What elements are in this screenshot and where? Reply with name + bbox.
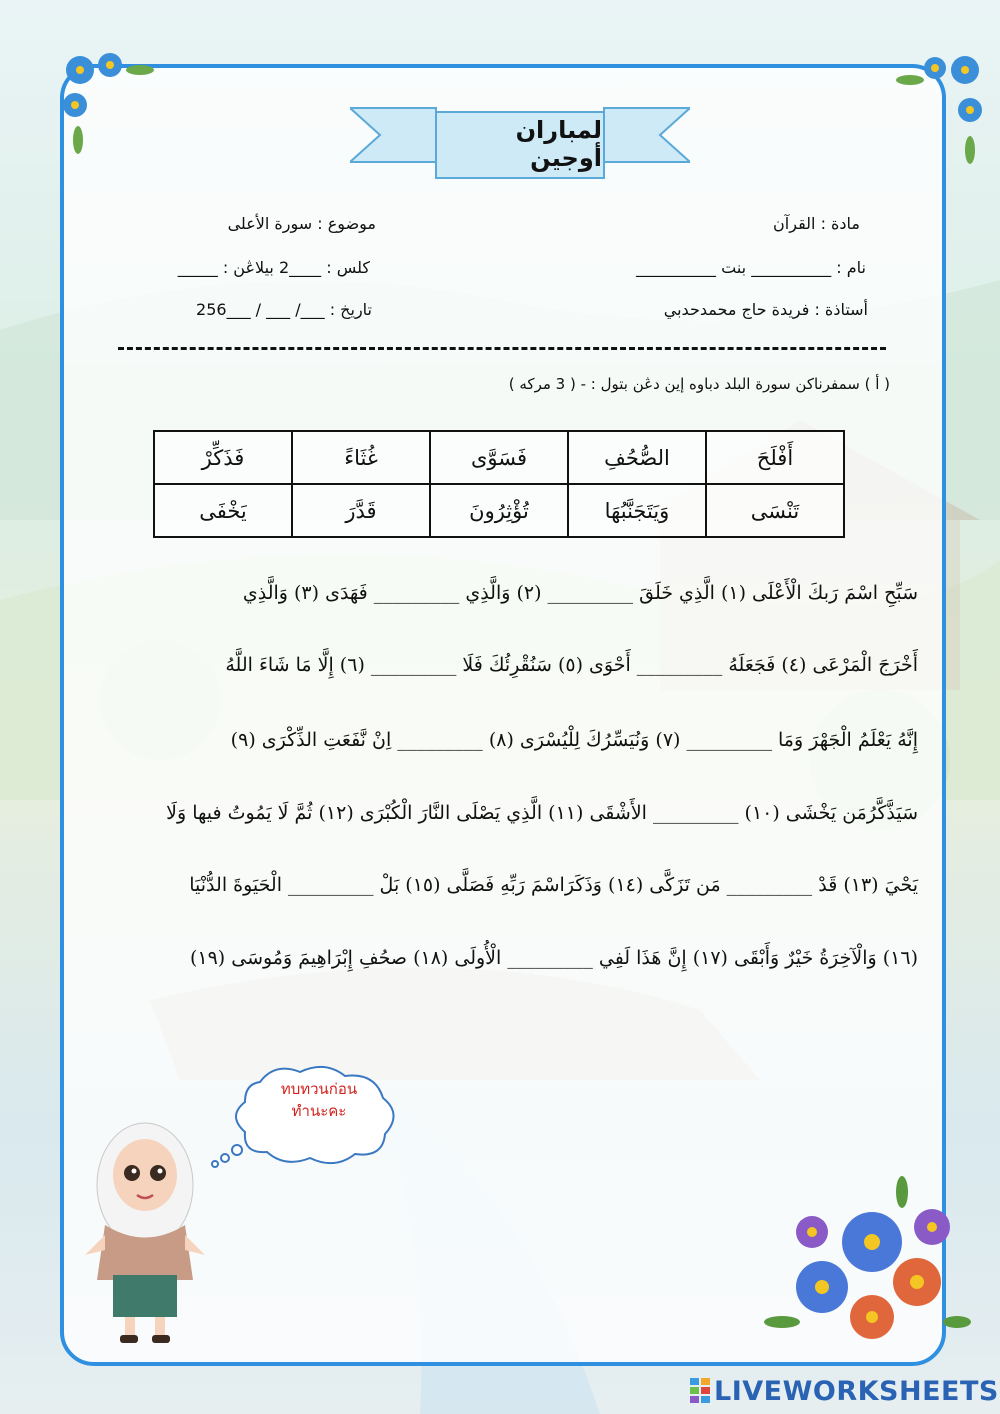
word-cell[interactable]: أَفْلَحَ — [706, 431, 844, 484]
page-title: لمباران أوجين — [515, 116, 602, 172]
logo-text: LIVEWORKSHEETS — [714, 1375, 999, 1407]
word-cell[interactable]: تُؤْثِرُونَ — [430, 484, 568, 537]
corner-flower-top-left — [50, 40, 180, 170]
word-cell[interactable]: يَخْفَى — [154, 484, 292, 537]
word-bank-table — [153, 430, 845, 538]
word-cell[interactable]: فَذَكِّرْ — [154, 431, 292, 484]
flower-bouquet — [762, 1172, 972, 1357]
topic-label: موضوع : سورة الأعلى — [227, 214, 376, 233]
corner-flower-top-right — [870, 40, 1000, 170]
class-field[interactable]: كلس : ____2 بيلاڠن : _____ — [177, 258, 370, 277]
word-cell[interactable]: غُثَاءً — [292, 431, 430, 484]
word-cell[interactable]: تَنْسَى — [706, 484, 844, 537]
subject-label: مادة : القرآن — [773, 214, 860, 233]
word-cell[interactable]: الصُّحُفِ — [568, 431, 706, 484]
verse-line-1[interactable]: سَبِّحِ اسْمَ رَبكَ الْأَعْلَى (١) الَّذِي خَلَقَ _________ (٢) وَالَّذِي _________ فَهَدَى (٣) وَالَّذِي — [242, 582, 918, 604]
bubble-line: ทำนะคะ — [291, 1102, 347, 1120]
liveworksheets-logo[interactable] — [690, 1376, 999, 1406]
verse-line-4[interactable]: سَيَذَّكَّرُمَن يَخْشَى (١٠) _________ الأَشْقَى (١١) الَّذِي يَصْلَى النَّارَ الْكُبْرَى (١٢) ثُمَّ لَا يَمُوتُ فيها وَلَا — [166, 802, 918, 824]
word-cell[interactable]: فَسَوَّى — [430, 431, 568, 484]
verse-line-3[interactable]: إِنَّهُ يَعْلَمُ الْجَهْرَ وَمَا _________ (٧) وَنُيَسِّرُكَ لِلْيُسْرَى (٨) _________ اِنْ نَّفَعَتِ الذِّكْرَى (٩) — [230, 729, 918, 751]
bubble-line: ทบทวนก่อน — [280, 1080, 358, 1098]
teacher-label: أستاذة : فريدة حاج محمدحدبي — [663, 300, 868, 319]
verse-line-2[interactable]: أَخْرَجَ الْمَرْعَى (٤) فَجَعَلَهُ _________ أَحْوَى (٥) سَنُقْرِئُكَ فَلَا _________ (٦) إِلَّا مَا شَاءَ اللَّهُ — [225, 654, 918, 676]
divider-dashed — [118, 347, 886, 354]
verse-line-6[interactable]: (١٦) وَالْآخِرَةُ خَيْرٌ وَأَبْقَى (١٧) إِنَّ هَذَا لَفِي _________ الْأُولَى (١٨) صحُفِ إِبْرَاهِيمَ وَمُوسَى (١٩) — [189, 947, 918, 969]
liveworksheets-logo-icon — [690, 1378, 710, 1404]
table-row — [154, 431, 844, 484]
instruction-text: ( أ ) سمفرناكن سورة البلد دباوه إين دڠن بتول : - ( 3 مركه ) — [508, 375, 890, 393]
name-field[interactable]: نام : __________ بنت __________ — [636, 258, 866, 277]
girl-illustration — [75, 1105, 215, 1350]
date-field[interactable]: تاريخ : ___/ ___ / ___256 — [196, 300, 372, 319]
word-cell[interactable]: قَدَّرَ — [292, 484, 430, 537]
table-row — [154, 484, 844, 537]
word-cell[interactable]: وَيَتَجَنَّبُهَا — [568, 484, 706, 537]
verse-line-5[interactable]: يَحْيَ (١٣) قَدْ _________ مَن تَزَكَّى (١٤) وَذَكَرَاسْمَ رَبِّهِ فَصَلَّى (١٥) بَلْ _________ الْحَيَوةَ الدُّنْيَا — [189, 874, 918, 896]
speech-bubble-text — [258, 1078, 380, 1122]
